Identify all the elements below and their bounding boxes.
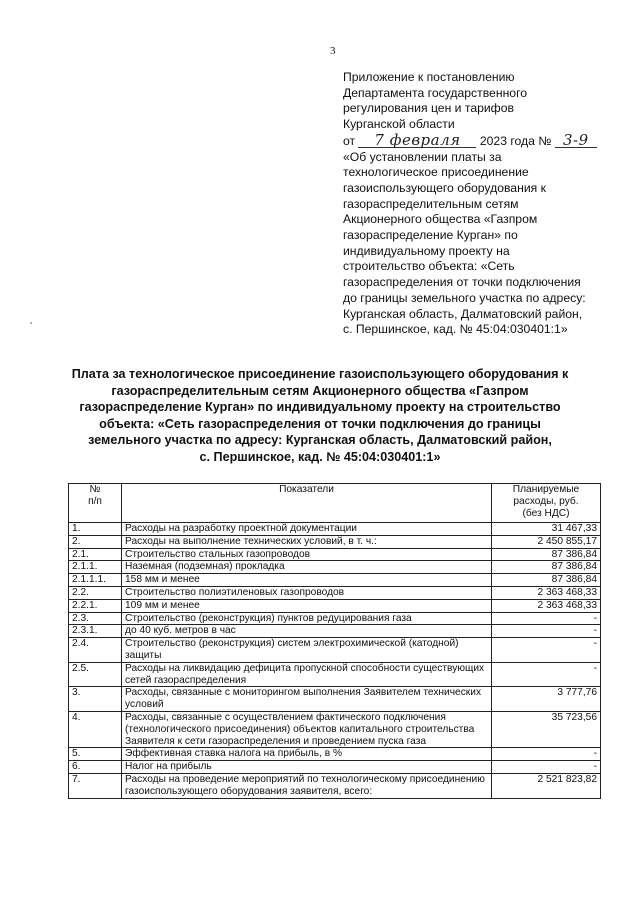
header-indicators: Показатели [122,484,492,523]
row-cost: 87 386,84 [492,548,601,561]
header-number: № п/п [69,484,122,523]
table-body [69,523,601,799]
row-number: 2. [69,535,122,548]
date-suffix: 2023 года № [479,133,552,148]
table-row [69,612,601,625]
appendix-line: Департамента государственного [343,85,528,100]
row-cost: 87 386,84 [492,574,601,587]
table-row [69,711,601,747]
row-number: 2.4. [69,638,122,663]
row-number: 2.1.1.1. [69,574,122,587]
table-row [69,535,601,548]
subject-line: «Об установлении платы за [343,149,502,164]
title-line: земельного участка по адресу: Курганская область, Далматовский район, [88,433,552,448]
table-row [69,773,601,798]
table-row [69,599,601,612]
table-row [69,574,601,587]
title-line: Плата за технологическое присоединение газоиспользующего оборудования к [71,367,569,381]
row-number: 2.5. [69,662,122,687]
row-number: 3. [69,687,122,712]
handwritten-number: 3-9 [555,133,597,148]
row-indicator: 158 мм и менее [122,574,492,587]
row-cost: 3 777,76 [492,687,601,712]
document-title [40,366,600,466]
table-row [69,761,601,774]
row-indicator: Расходы на выполнение технических условий, в т. ч.: [122,535,492,548]
row-number: 5. [69,748,122,761]
subject-line: технологическое присоединение [343,165,529,180]
table-header-row [69,484,601,523]
row-indicator: Строительство (реконструкция) систем электрохимической (катодной) защиты [122,638,492,663]
row-cost: 31 467,33 [492,523,601,536]
row-cost: - [492,761,601,774]
title-line: газораспределительным сетям Акционерного общества «Газпром [111,383,529,398]
appendix-line: Курганской области [343,117,455,132]
row-cost: - [492,638,601,663]
row-number: 1. [69,523,122,536]
subject-line: индивидуальному проекту на [343,243,510,258]
subject-line: строительство объекта: «Сеть [343,259,515,274]
appendix-block [343,70,613,338]
row-indicator: Расходы на проведение мероприятий по технологическому присоединению газоиспользующего оборудования заявителя, всего: [122,773,492,798]
row-indicator: Эффективная ставка налога на прибыль, в % [122,748,492,761]
table-row [69,748,601,761]
row-cost: 2 363 468,33 [492,586,601,599]
appendix-line: Приложение к постановлению [343,70,515,84]
row-number: 2.2. [69,586,122,599]
row-cost: - [492,625,601,638]
handwritten-date: 7 февраля [358,133,476,148]
subject-line: газораспределение Курган» по [343,228,518,243]
table-row [69,638,601,663]
page-number: 3 [330,45,336,57]
header-cost: Планируемые расходы, руб. (без НДС) [492,484,601,523]
table-row [69,586,601,599]
subject-line: до границы земельного участка по адресу: [343,290,586,305]
table-row [69,687,601,712]
row-cost: - [492,748,601,761]
row-indicator: до 40 куб. метров в час [122,625,492,638]
table-row [69,662,601,687]
subject-line: газоиспользующего оборудования к [343,180,546,195]
row-cost: - [492,662,601,687]
row-number: 2.1.1. [69,561,122,574]
row-indicator: Расходы, связанные с осуществлением фактического подключения (технологического присоединения) объектов капитального строительства Заявителя к сети газораспределения и проведением пуска газа [122,711,492,747]
row-indicator: 109 мм и менее [122,599,492,612]
table-row [69,548,601,561]
row-cost: 35 723,56 [492,711,601,747]
row-cost: 2 450 855,17 [492,535,601,548]
row-indicator: Наземная (подземная) прокладка [122,561,492,574]
row-number: 2.3.1. [69,625,122,638]
appendix-date-line [343,130,613,150]
subject-line: газораспределительным сетям [343,196,519,211]
row-cost: 2 521 823,82 [492,773,601,798]
appendix-line: регулирования цен и тарифов [343,101,514,116]
title-line: объекта: «Сеть газораспределения от точки подключения до границы [99,416,541,431]
row-indicator: Строительство полиэтиленовых газопроводов [122,586,492,599]
subject-line: газораспределения от точки подключения [343,275,581,290]
title-line: с. Першинское, кад. № 45:04:030401:1» [199,449,441,464]
row-number: 2.3. [69,612,122,625]
title-line: газораспределение Курган» по индивидуальному проекту на строительство [79,400,561,415]
scan-speck [30,322,32,324]
row-cost: - [492,612,601,625]
cost-table [68,483,601,799]
date-prefix: от [343,133,356,148]
row-indicator: Налог на прибыль [122,761,492,774]
row-indicator: Расходы, связанные с мониторингом выполнения Заявителем технических условий [122,687,492,712]
row-number: 6. [69,761,122,774]
row-number: 4. [69,711,122,747]
row-indicator: Расходы на разработку проектной документации [122,523,492,536]
subject-line: Акционерного общества «Газпром [343,212,538,227]
row-number: 2.1. [69,548,122,561]
row-number: 7. [69,773,122,798]
table-row [69,523,601,536]
subject-line: Курганская область, Далматовский район, [343,306,583,321]
row-cost: 2 363 468,33 [492,599,601,612]
table-row [69,625,601,638]
subject-line: с. Першинское, кад. № 45:04:030401:1» [343,322,568,337]
row-indicator: Строительство стальных газопроводов [122,548,492,561]
row-cost: 87 386,84 [492,561,601,574]
table-row [69,561,601,574]
row-indicator: Строительство (реконструкция) пунктов редуцирования газа [122,612,492,625]
row-indicator: Расходы на ликвидацию дефицита пропускной способности существующих сетей газораспределения [122,662,492,687]
row-number: 2.2.1. [69,599,122,612]
